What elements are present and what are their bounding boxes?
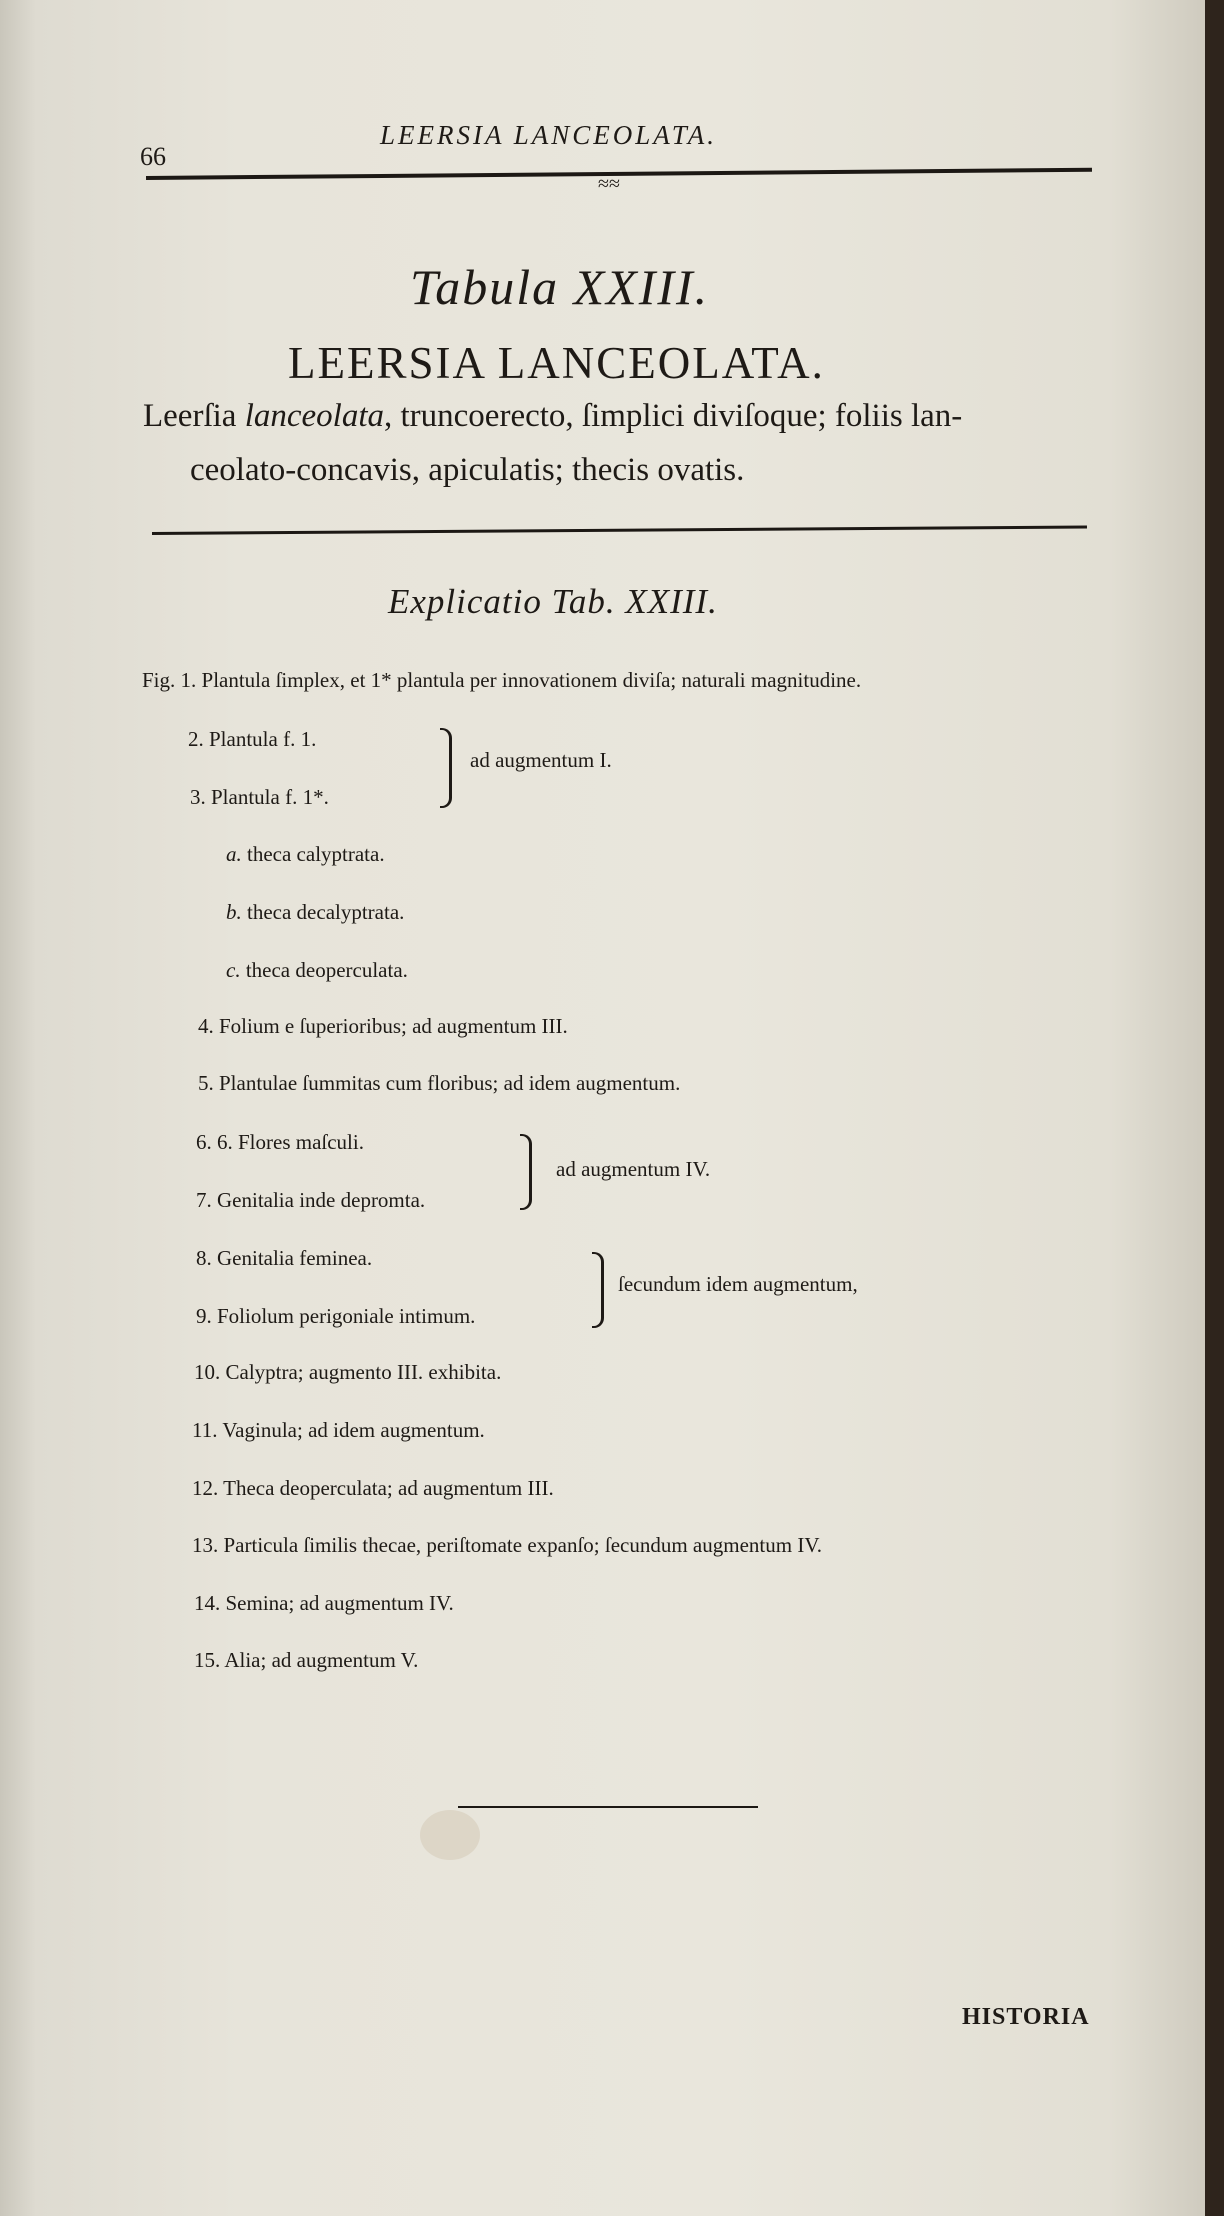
fig-12: 12. Theca deoperculata; ad augmentum III.	[192, 1476, 554, 1500]
fig-10: 10. Calyptra; augmento III. exhibita.	[194, 1360, 502, 1384]
brace-group-2	[520, 1134, 532, 1210]
fig-15: 15. Alia; ad augmentum V.	[194, 1648, 419, 1672]
brace-group-3-label: ſecundum idem augmentum,	[618, 1272, 858, 1296]
fig-2: 2. Plantula f. 1.	[188, 727, 317, 751]
diagnosis-line-2: ceolato-concavis, apiculatis; thecis ovatis.	[190, 452, 745, 488]
sub-c: c. theca deoperculata.	[226, 958, 408, 982]
fig-3: 3. Plantula f. 1*.	[190, 785, 329, 809]
closing-rule	[458, 1806, 758, 1808]
fig-11: 11. Vaginula; ad idem augmentum.	[192, 1418, 485, 1442]
fig-5: 5. Plantulae ſummitas cum floribus; ad idem augmentum.	[198, 1071, 681, 1095]
section-rule	[152, 525, 1087, 535]
running-head: LEERSIA LANCEOLATA.	[380, 120, 718, 150]
page-stain	[420, 1810, 480, 1860]
diagnosis-line-1: Leerſia lanceolata, truncoerecto, ſimplici diviſoque; foliis lan-	[143, 398, 963, 434]
species-heading: LEERSIA LANCEOLATA.	[288, 338, 825, 388]
brace-group-1-label: ad augmentum I.	[470, 748, 612, 772]
fig-8: 8. Genitalia feminea.	[196, 1246, 373, 1270]
fig-14: 14. Semina; ad augmentum IV.	[194, 1591, 454, 1615]
genus-name: Leerſia	[143, 398, 237, 434]
fig-9: 9. Foliolum perigoniale intimum.	[196, 1304, 476, 1328]
brace-group-2-label: ad augmentum IV.	[556, 1157, 711, 1181]
header-ornament: ≈≈	[598, 173, 620, 195]
catchword: HISTORIA	[962, 2004, 1090, 2030]
sub-b: b. theca decalyptrata.	[226, 900, 405, 924]
epithet: lanceolata	[244, 398, 384, 434]
brace-group-3	[592, 1252, 604, 1328]
page-number: 66	[140, 142, 166, 171]
fig-1: Fig. 1. Plantula ſimplex, et 1* plantula per innovationem diviſa; naturali magnitudine.	[142, 668, 862, 692]
brace-group-1	[440, 728, 452, 808]
fig-4: 4. Folium e ſuperioribus; ad augmentum III.	[198, 1014, 568, 1038]
fig-7: 7. Genitalia inde depromta.	[196, 1188, 426, 1212]
fig-6: 6. 6. Flores maſculi.	[196, 1130, 364, 1154]
fig-13: 13. Particula ſimilis thecae, periſtomate expanſo; ſecundum augmentum IV.	[192, 1533, 823, 1557]
plate-title: Tabula XXIII.	[410, 259, 710, 315]
sub-a: a. theca calyptrata.	[226, 842, 385, 866]
explicatio-heading: Explicatio Tab. XXIII.	[388, 582, 718, 621]
